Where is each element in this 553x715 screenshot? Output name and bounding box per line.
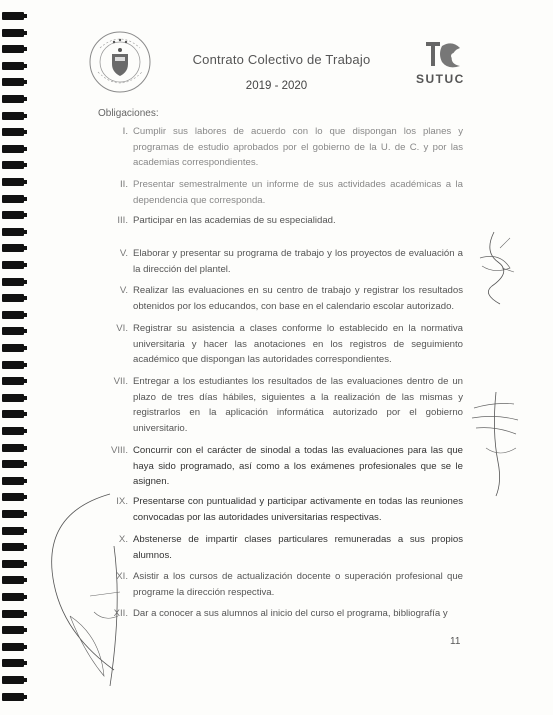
item-number: IX. xyxy=(116,496,128,507)
binding-ring xyxy=(2,294,24,302)
spiral-binding xyxy=(0,0,30,715)
binding-ring xyxy=(2,377,24,385)
item-number: III. xyxy=(117,215,128,226)
page-number: 11 xyxy=(450,636,461,647)
binding-ring xyxy=(2,228,24,236)
item-text: Abstenerse de impartir clases particulares remuneradas a sus propios alumnos. xyxy=(133,534,463,561)
binding-ring xyxy=(2,29,24,37)
item-text: Entregar a los estudiantes los resultados de las evaluaciones dentro de un plazo de tres días hábiles, siguientes a la realización de las mismas y registrarlos en la aplicación informática autorizado por el gobierno universitario. xyxy=(133,376,463,434)
item-number: XII. xyxy=(113,608,128,619)
binding-ring xyxy=(2,410,24,418)
binding-ring xyxy=(2,610,24,618)
binding-ring xyxy=(2,543,24,551)
binding-ring xyxy=(2,643,24,651)
binding-ring xyxy=(2,659,24,667)
item-text: Dar a conocer a sus alumnos al inicio del curso el programa, bibliografía y xyxy=(133,608,448,619)
binding-ring xyxy=(2,693,24,701)
item-number: VI. xyxy=(116,323,128,334)
binding-ring xyxy=(2,477,24,485)
binding-ring xyxy=(2,460,24,468)
item-number: XI. xyxy=(116,571,128,582)
item-number: II. xyxy=(120,179,128,190)
binding-ring xyxy=(2,178,24,186)
binding-ring xyxy=(2,510,24,518)
signature-mark xyxy=(468,388,524,498)
binding-ring xyxy=(2,112,24,120)
contract-title: Contrato Colectivo de Trabajo xyxy=(192,52,371,67)
item-number: X. xyxy=(118,534,128,545)
binding-ring xyxy=(2,95,24,103)
item-number: V. xyxy=(119,248,128,259)
binding-ring xyxy=(2,145,24,153)
binding-ring xyxy=(2,427,24,435)
binding-ring xyxy=(2,161,24,169)
binding-ring xyxy=(2,493,24,501)
binding-ring xyxy=(2,344,24,352)
item-number: V. xyxy=(119,285,128,296)
item-text: Presentarse con puntualidad y participar activamente en todas las reuniones convocadas por las autoridades universitarias respectivas. xyxy=(133,496,463,523)
signature-mark xyxy=(30,486,140,698)
item-text: Presentar semestralmente un informe de sus actividades académicas a la dependencia que corresponda. xyxy=(133,179,463,206)
binding-ring xyxy=(2,278,24,286)
binding-ring xyxy=(2,12,24,20)
binding-ring xyxy=(2,211,24,219)
binding-ring xyxy=(2,244,24,252)
contract-years: 2019 - 2020 xyxy=(245,80,308,92)
binding-ring xyxy=(2,327,24,335)
binding-ring xyxy=(2,593,24,601)
item-text: Asistir a los cursos de actualización docente o superación profesional que programe la dirección respectiva. xyxy=(133,571,463,598)
binding-ring xyxy=(2,527,24,535)
union-name: SUTUC xyxy=(416,72,465,86)
item-number: VIII. xyxy=(110,445,128,456)
union-logo-icon xyxy=(418,38,470,72)
binding-ring xyxy=(2,195,24,203)
item-text: Realizar las evaluaciones en su centro de trabajo y registrar los resultados obtenidos por los educandos, con base en el calendario escolar autorizado. xyxy=(133,285,463,312)
binding-ring xyxy=(2,128,24,136)
item-text: Elaborar y presentar su programa de trabajo y los proyectos de evaluación a la dirección del plantel. xyxy=(133,248,463,275)
binding-ring xyxy=(2,444,24,452)
item-number: I. xyxy=(122,126,128,137)
item-number: VII. xyxy=(113,376,128,387)
binding-ring xyxy=(2,394,24,402)
binding-ring xyxy=(2,311,24,319)
signature-mark xyxy=(470,228,518,308)
item-text: Concurrir con el carácter de sinodal a todas las evaluaciones para las que haya sido programado, así como a los exámenes profesionales que se le asignen. xyxy=(133,445,463,487)
binding-ring xyxy=(2,676,24,684)
item-text: Registrar su asistencia a clases conforme lo establecido en la normativa universitaria y hacer las anotaciones en los registros de seguimiento académico que dispongan las autoridades correspondientes. xyxy=(133,323,463,365)
obligations-heading: Obligaciones: xyxy=(98,108,159,119)
binding-ring xyxy=(2,361,24,369)
binding-ring xyxy=(2,626,24,634)
item-text: Participar en las academias de su especialidad. xyxy=(133,215,336,226)
binding-ring xyxy=(2,576,24,584)
item-text: Cumplir sus labores de acuerdo con lo que dispongan los planes y programas de estudio aprobados por el gobierno de la U. de C. y por las academias correspondientes. xyxy=(133,126,463,168)
binding-ring xyxy=(2,560,24,568)
binding-ring xyxy=(2,261,24,269)
